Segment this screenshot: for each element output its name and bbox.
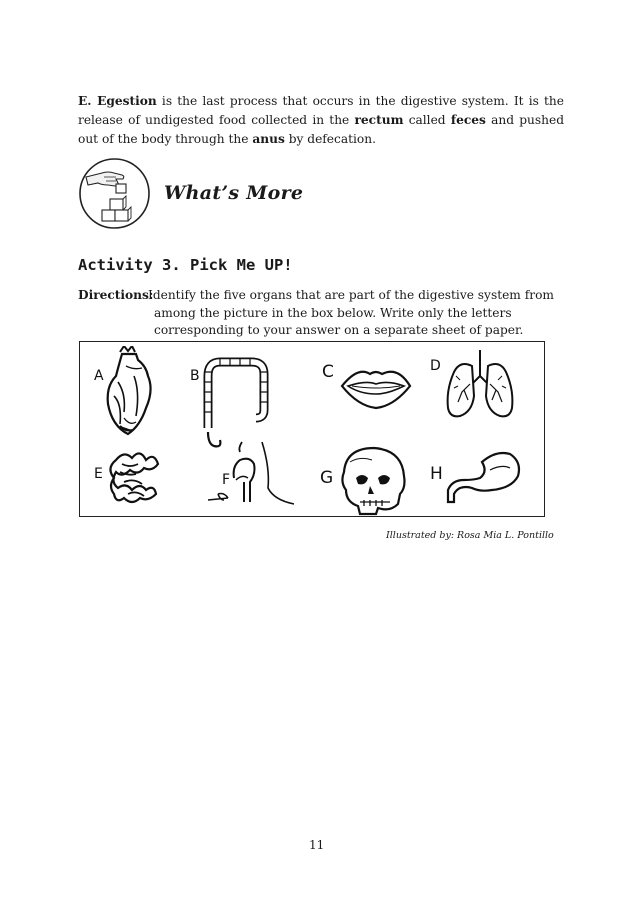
organ-letter: B bbox=[190, 368, 200, 384]
directions-line: Identify the five organs that are part of the digestive system from bbox=[148, 288, 554, 302]
directions-line: among the picture in the box below. Write only the letters bbox=[154, 305, 512, 320]
organ-letter: G bbox=[320, 468, 334, 488]
lungs-icon bbox=[430, 346, 530, 436]
egestion-text-1: is the last process that occurs in the digestive system. It is the release of undigested food collected in the bbox=[78, 94, 564, 127]
egestion-term: E. Egestion bbox=[78, 94, 157, 108]
stomach-icon bbox=[430, 442, 530, 522]
organ-letter: F bbox=[222, 472, 231, 488]
feces-term: feces bbox=[450, 113, 486, 127]
large-intestine-icon bbox=[190, 348, 290, 448]
organ-item-b bbox=[190, 348, 290, 426]
organ-item-h bbox=[430, 442, 530, 520]
anus-term: anus bbox=[252, 132, 285, 146]
egestion-text-3: and pushed out of the body through the bbox=[78, 113, 565, 146]
illustration-credit: Illustrated by: Rosa Mia L. Pontillo bbox=[386, 530, 554, 541]
activity-title: Activity 3. Pick Me UP! bbox=[78, 256, 293, 274]
hand-stacking-blocks-icon bbox=[78, 157, 151, 230]
organ-letter: E bbox=[94, 466, 103, 482]
organ-letter: D bbox=[430, 358, 441, 374]
directions-text bbox=[148, 287, 568, 340]
directions-line: corresponding to your answer on a separate sheet of paper. bbox=[154, 323, 524, 337]
directions-label: Directions: bbox=[78, 288, 154, 302]
small-intestine-icon bbox=[94, 438, 194, 518]
heart-icon bbox=[94, 346, 194, 436]
section-title: What’s More bbox=[164, 182, 304, 204]
mouth-icon bbox=[322, 352, 422, 432]
organ-item-c bbox=[322, 352, 422, 430]
organ-item-f bbox=[198, 438, 298, 516]
page-number: 11 bbox=[309, 838, 325, 852]
skull-icon bbox=[320, 442, 420, 522]
organ-item-g bbox=[320, 442, 420, 520]
organ-item-e bbox=[94, 438, 194, 516]
rectum-term: rectum bbox=[354, 113, 404, 127]
esophagus-icon bbox=[198, 438, 298, 518]
organ-item-a bbox=[94, 346, 194, 424]
organ-picture-box bbox=[79, 341, 545, 517]
organ-letter: A bbox=[94, 368, 104, 384]
egestion-text-2: called bbox=[403, 113, 451, 127]
organ-letter: C bbox=[322, 362, 334, 382]
organ-letter: H bbox=[430, 464, 443, 484]
egestion-paragraph bbox=[78, 92, 564, 149]
egestion-text-4: by defecation. bbox=[284, 132, 376, 146]
organ-item-d bbox=[430, 346, 530, 424]
